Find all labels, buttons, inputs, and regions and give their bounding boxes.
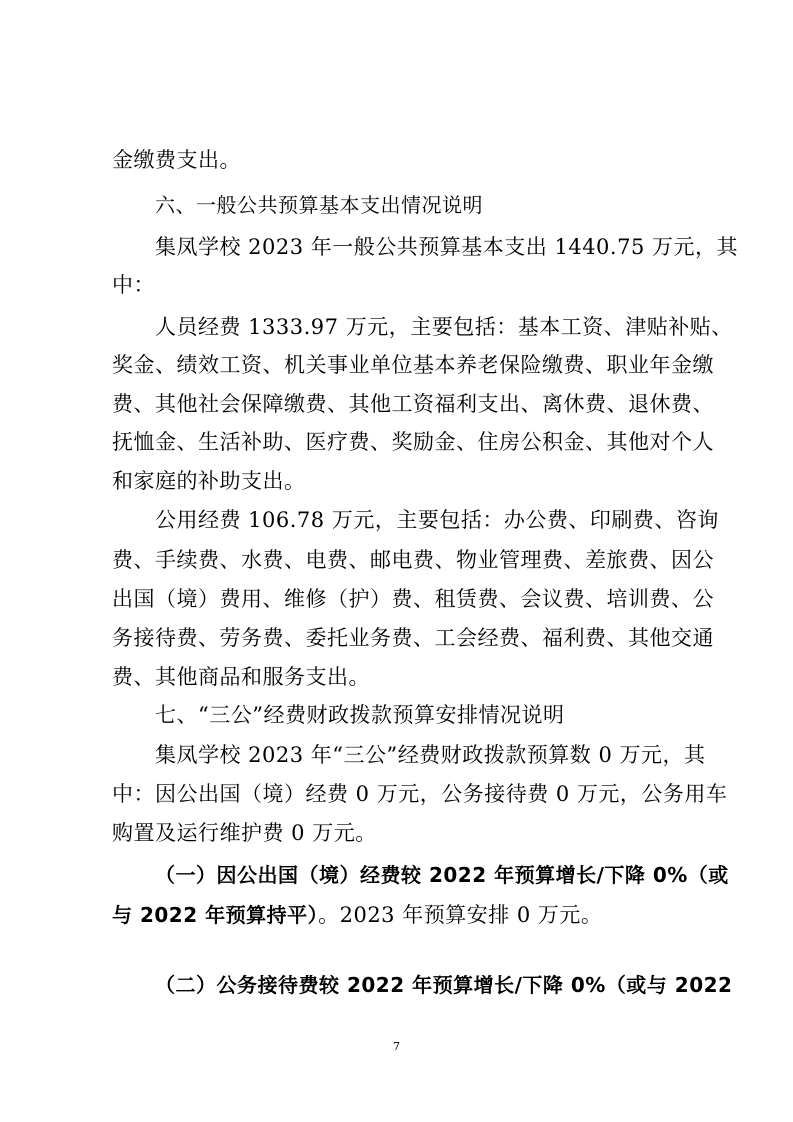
paragraph-line: 金缴费支出。	[112, 148, 241, 172]
paragraph-line: 。2023 年预算安排 0 万元。	[318, 903, 603, 927]
paragraph-line: 费、其他社会保障缴费、其他工资福利支出、离休费、退休费、	[112, 392, 714, 416]
section-heading-seven: 七、“三公”经费财政拨款预算安排情况说明	[155, 703, 565, 727]
paragraph-line: 务接待费、劳务费、委托业务费、工会经费、福利费、其他交通	[112, 626, 714, 650]
paragraph-line: 公用经费 106.78 万元，主要包括：办公费、印刷费、咨询	[155, 508, 719, 532]
paragraph-line: 奖金、绩效工资、机关事业单位基本养老保险缴费、职业年金缴	[112, 353, 714, 377]
paragraph-line: 集凤学校 2023 年“三公”经费财政拨款预算数 0 万元，其	[155, 743, 706, 767]
page-number: 7	[393, 1040, 400, 1053]
paragraph-line: 费、手续费、水费、电费、邮电费、物业管理费、差旅费、因公	[112, 548, 714, 572]
paragraph-line: 集凤学校 2023 年一般公共预算基本支出 1440.75 万元，其	[155, 235, 738, 259]
section-heading-six: 六、一般公共预算基本支出情况说明	[155, 193, 483, 217]
paragraph-line: 人员经费 1333.97 万元，主要包括：基本工资、津贴补贴、	[155, 315, 733, 339]
subsection-heading-one: （一）因公出国（境）经费较 2022 年预算增长/下降 0%（或	[155, 863, 729, 887]
subsection-heading-one-tail: 与 2022 年预算持平）	[112, 903, 319, 927]
paragraph-line: 中：	[112, 273, 155, 297]
paragraph-line: 购置及运行维护费 0 万元。	[112, 821, 377, 845]
paragraph-line: 和家庭的补助支出。	[112, 469, 306, 493]
paragraph-line: 抚恤金、生活补助、医疗费、奖励金、住房公积金、其他对个人	[112, 430, 714, 454]
paragraph-line: 出国（境）费用、维修（护）费、租赁费、会议费、培训费、公	[112, 587, 714, 611]
paragraph-line: 费、其他商品和服务支出。	[112, 665, 370, 689]
paragraph-line: 中：因公出国（境）经费 0 万元，公务接待费 0 万元，公务用车	[112, 782, 728, 806]
subsection-heading-one-continued	[112, 900, 682, 930]
subsection-heading-two: （二）公务接待费较 2022 年预算增长/下降 0%（或与 2022	[155, 973, 733, 997]
